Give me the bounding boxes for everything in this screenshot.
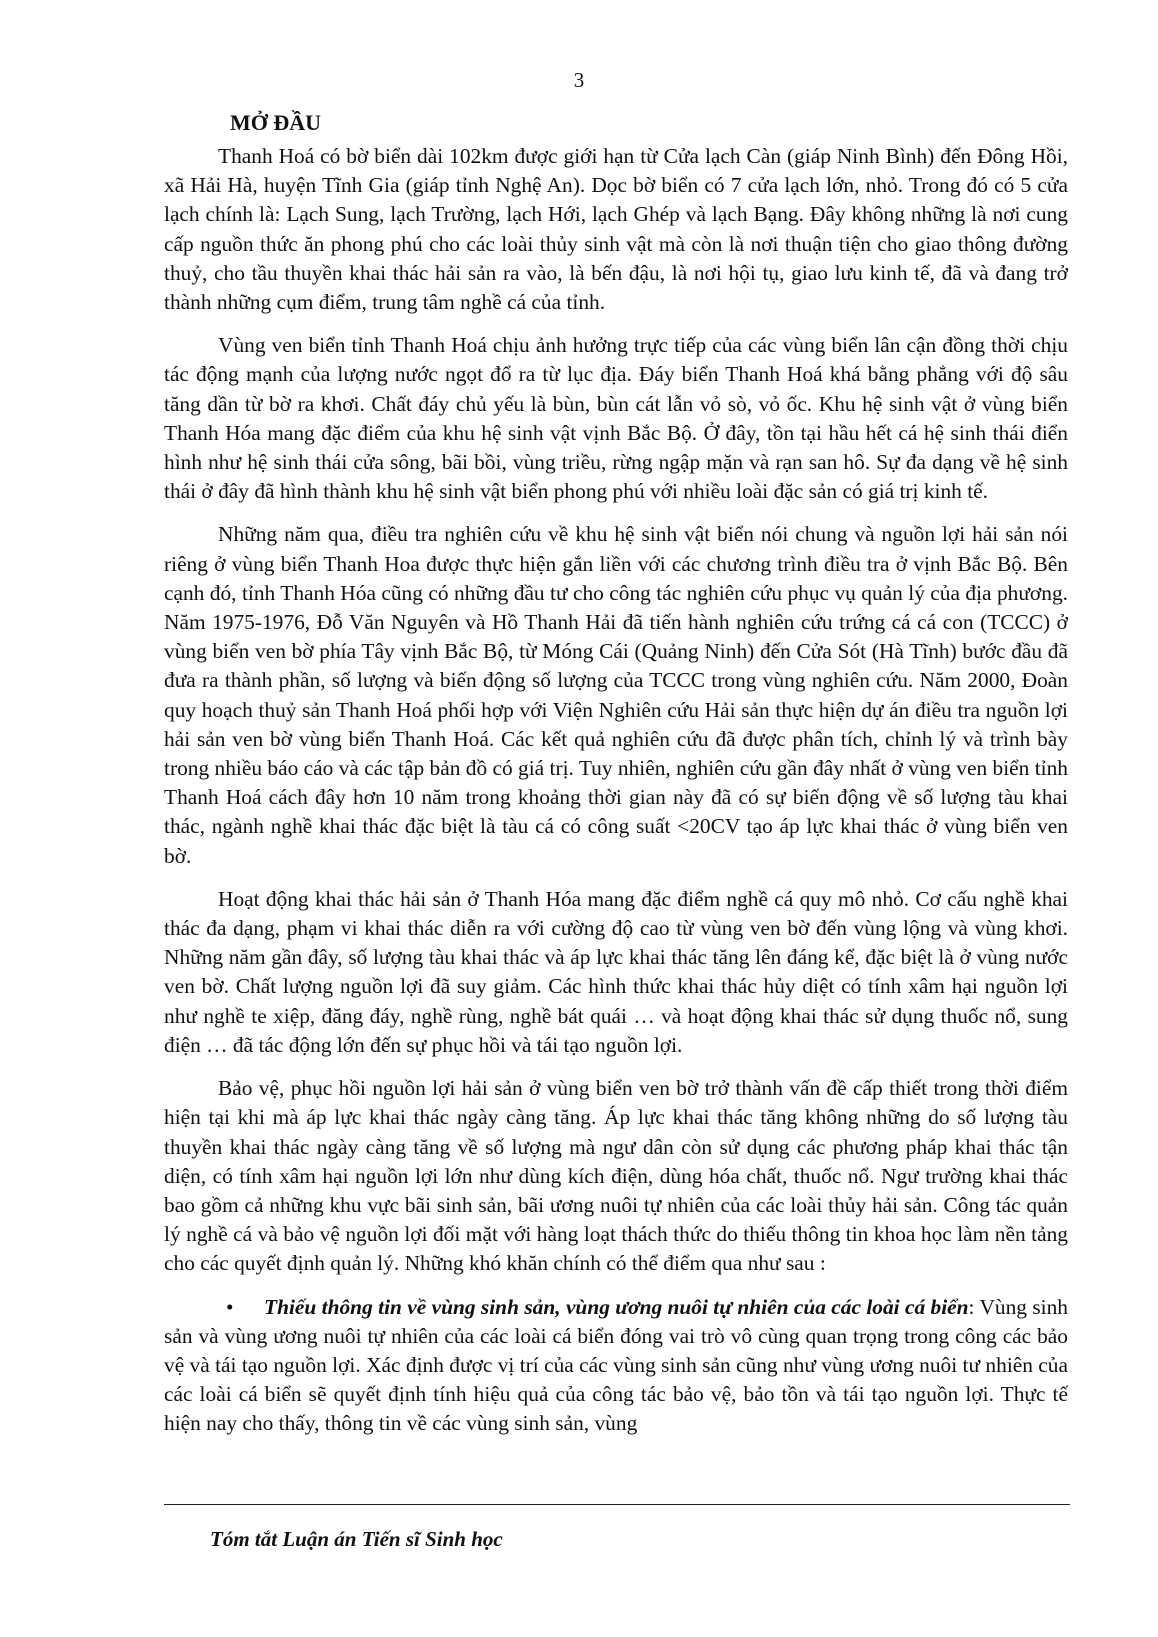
page-number: 3 (573, 68, 585, 92)
paragraph-3: Những năm qua, điều tra nghiên cứu về khu hệ sinh vật biển nói chung và nguồn lợi hải sản nói riêng ở vùng biển Thanh Hoa được thực hiện gắn liền với các chương trình điều tra ở vịnh Bắc Bộ. Bên cạnh đó, tỉnh Thanh Hóa cũng có những đầu tư cho công tác nghiên cứu phục vụ quản lý của địa phương. Năm 1975-1976, Đỗ Văn Nguyên và Hồ Thanh Hải đã tiến hành nghiên cứu trứng cá cá con (TCCC) ở vùng biển ven bờ phía Tây vịnh Bắc Bộ, từ Móng Cái (Quảng Ninh) đến Cửa Sót (Hà Tĩnh) bước đầu đã đưa ra thành phần, số lượng và biến động số lượng của TCCC trong vùng nghiên cứu. Năm 2000, Đoàn quy hoạch thuỷ sản Thanh Hoá phối hợp với Viện Nghiên cứu Hải sản thực hiện dự án điều tra nguồn lợi hải sản ven bờ vùng biển Thanh Hoá. Các kết quả nghiên cứu đã được phân tích, chỉnh lý và trình bày trong nhiều báo cáo và các tập bản đồ có giá trị. Tuy nhiên, nghiên cứu gần đây nhất ở vùng ven biển tỉnh Thanh Hoá cách đây hơn 10 năm trong khoảng thời gian này đã có sự biến động về số lượng tàu khai thác, ngành nghề khai thác đặc biệt là tàu cá có công suất <20CV tạo áp lực khai thác ở vùng biển ven bờ. (164, 522, 1068, 868)
bullet-body: Vùng sinh sản và vùng ương nuôi tự nhiên của các loài cá biển đóng vai trò vô cùng quan trọng trong công các bảo vệ và tái tạo nguồn lợi. Xác định được vị trí của các vùng sinh sản cũng như vùng ương nuôi tư nhiên của các loài cá biển sẽ quyết định tính hiệu quả của công tác bảo vệ, bảo tồn và tái tạo nguồn lợi. Thực tế hiện nay cho thấy, thông tin về các vùng sinh sản, vùng (164, 1294, 1068, 1436)
footer-divider (164, 1504, 1070, 1505)
paragraph-4: Hoạt động khai thác hải sản ở Thanh Hóa mang đặc điểm nghề cá quy mô nhỏ. Cơ cấu nghề khai thác đa dạng, phạm vi khai thác diễn ra với cường độ cao từ vùng ven bờ đến vùng lộng và vùng khơi. Những năm gần đây, số lượng tàu khai thác và áp lực khai thác tăng lên đáng kể, đặc biệt là ở vùng nước ven bờ. Chất lượng nguồn lợi đã suy giảm. Các hình thức khai thác hủy diệt có tính xâm hại nguồn lợi như nghề te xiệp, đăng đáy, nghề rùng, nghề bát quái … và hoạt động khai thác sử dụng thuốc nổ, sung điện … đã tác động lớn đến sự phục hồi và tái tạo nguồn lợi. (164, 886, 1068, 1057)
document-body (164, 110, 1068, 1439)
paragraph-1: Thanh Hoá có bờ biển dài 102km được giới hạn từ Cửa lạch Càn (giáp Ninh Bình) đến Đông Hồi, xã Hải Hà, huyện Tĩnh Gia (giáp tỉnh Nghệ An). Dọc bờ biển có 7 cửa lạch lớn, nhỏ. Trong đó có 5 cửa lạch chính là: Lạch Sung, lạch Trường, lạch Hới, lạch Ghép và lạch Bạng. Đây không những là nơi cung cấp nguồn thức ăn phong phú cho các loài thủy sinh vật mà còn là nơi thuận tiện cho giao thông đường thuỷ, cho tầu thuyền khai thác hải sản ra vào, là bến đậu, là nơi hội tụ, giao lưu kinh tế, đã và đang trở thành những cụm điểm, trung tâm nghề cá của tỉnh. (164, 144, 1068, 315)
bullet-icon: • (226, 1294, 234, 1319)
section-heading: MỞ ĐẦU (230, 110, 322, 135)
footer-title: Tóm tắt Luận án Tiến sĩ Sinh học (210, 1527, 503, 1551)
bullet-title: Thiếu thông tin về vùng sinh sản, vùng ương nuôi tự nhiên của các loài cá biển (264, 1294, 969, 1319)
paragraph-2: Vùng ven biển tỉnh Thanh Hoá chịu ảnh hưởng trực tiếp của các vùng biển lân cận đồng thời chịu tác động mạnh của lượng nước ngọt đổ ra từ lục địa. Đáy biển Thanh Hoá khá bằng phẳng với độ sâu tăng dần từ bờ ra khơi. Chất đáy chủ yếu là bùn, bùn cát lẫn vỏ sò, vỏ ốc. Khu hệ sinh vật ở vùng biển Thanh Hóa mang đặc điểm của khu hệ sinh vật vịnh Bắc Bộ. Ở đây, tồn tại hầu hết cá hệ sinh thái điển hình như hệ sinh thái cửa sông, bãi bồi, vùng triều, rừng ngập mặn và rạn san hô. Sự đa dạng về hệ sinh thái ở đây đã hình thành khu hệ sinh vật biển phong phú với nhiều loài đặc sản có giá trị kinh tế. (164, 333, 1068, 504)
bullet-item (164, 1293, 1068, 1439)
paragraph-5: Bảo vệ, phục hồi nguồn lợi hải sản ở vùng biển ven bờ trở thành vấn đề cấp thiết trong thời điểm hiện tại khi mà áp lực khai thác ngày càng tăng. Áp lực khai thác tăng không những do số lượng tàu thuyền khai thác ngày càng tăng về số lượng mà ngư dân còn sử dụng các phương pháp khai thác tận diện, có tính xâm hại nguồn lợi lớn như dùng kích điện, dùng hóa chất, thuốc nổ. Ngư trường khai thác bao gồm cả những khu vực bãi sinh sản, bãi ương nuôi tự nhiên của các loài thủy hải sản. Công tác quản lý nghề cá và bảo vệ nguồn lợi đối mặt với hàng loạt thách thức do thiếu thông tin khoa học làm nền tảng cho các quyết định quản lý. Những khó khăn chính có thể điểm qua như sau : (164, 1076, 1068, 1276)
bullet-colon: : (968, 1294, 975, 1319)
